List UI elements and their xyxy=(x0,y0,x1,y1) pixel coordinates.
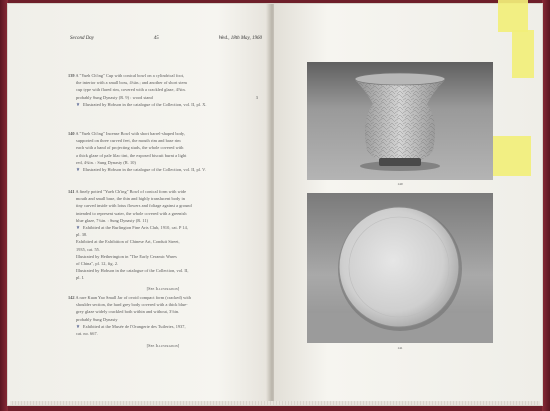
photo-plate-bowl xyxy=(307,193,493,343)
entry-note xyxy=(68,323,258,330)
entry-text: intended to represent water, the whole covered with a greenish xyxy=(76,210,187,216)
see-illustration-note: [See Illustration] xyxy=(146,285,180,291)
entry-note xyxy=(68,166,258,173)
sticky-note-flag[interactable] xyxy=(498,0,528,32)
page-edges xyxy=(10,401,540,405)
lot-number: 140 xyxy=(68,131,75,136)
running-head xyxy=(70,36,262,41)
see-illustration-note: [See Illustration] xyxy=(146,343,180,349)
entry-text: A "Yueh Ch'ing" Cup with conical bowl on a cylindrical foot, xyxy=(75,73,185,78)
note-text: Illustrated by Hetherington in "The Early Ceramic Wares xyxy=(76,253,177,259)
entry-text: red, 4¾in. : Sung Dynasty (R. 10) xyxy=(76,159,136,165)
note-text: cat. no. 667. xyxy=(76,331,98,337)
entry-line xyxy=(68,294,258,301)
note-text: Exhibited at the Exhibition of Chinese Art, Conduit Street, xyxy=(76,239,180,245)
entry-text: A "Yueh Ch'ing" Incense Bowl with short barrel-shaped body, xyxy=(75,131,185,136)
sticky-note-flag[interactable] xyxy=(493,136,531,176)
reference-symbol-icon: ♆ xyxy=(76,101,80,107)
entry-text: shoulder section, the hard grey body covered with a thick blue- xyxy=(76,302,188,308)
entry-line xyxy=(68,130,258,137)
photo-plate-jar xyxy=(307,62,493,180)
note-text: Illustrated by Hobson in the catalogue of the Collection, vol. II, xyxy=(76,268,189,274)
note-text: 1935, cat. 55. xyxy=(76,246,100,252)
entry-note xyxy=(68,224,258,231)
entry-line xyxy=(68,72,258,79)
running-head-right: Wed., 18th May, 1960 xyxy=(218,36,262,41)
entry-text: blue glaze, 7¼in. : Sung Dynasty (R. 11) xyxy=(76,217,149,223)
entry-text: a thick glaze of pale lilac tint, the exposed biscuit burnt a light xyxy=(76,152,187,158)
catalogue-entry-142 xyxy=(68,294,258,349)
entry-text: A rare Kuan Yao Small Jar of ovoid compact form (cracked) with xyxy=(75,295,192,300)
reference-symbol-icon: ♆ xyxy=(76,167,80,173)
entry-text: mouth and small base, the thin and highly translucent body in xyxy=(76,196,185,202)
reference-symbol-icon: ♆ xyxy=(76,225,80,231)
entry-text-with-mark xyxy=(68,94,258,101)
page-number: 45 xyxy=(153,36,159,41)
note-text: pl. 38. xyxy=(76,232,88,238)
lot-number: 139 xyxy=(68,73,75,78)
note-text: Exhibited at the Burlington Fine Arts Club, 1910, cat. P 14, xyxy=(82,225,188,231)
running-head-left: Second Day xyxy=(70,36,95,41)
lot-number: 142 xyxy=(68,295,75,300)
plate-caption-top: 140 xyxy=(397,182,403,186)
entry-text: A finely potted "Yueh Ch'ing" Bowl of conical form with wide xyxy=(75,189,187,194)
catalogue-entry-139 xyxy=(68,72,258,108)
bowl-photo xyxy=(307,193,493,343)
entry-text: probably Sung Dynasty (R. 9) : wood stand xyxy=(76,94,153,100)
reference-symbol-icon: ♆ xyxy=(76,323,80,329)
entry-text: supported on three curved feet, the mouth rim and base rim xyxy=(76,138,181,144)
entry-text: tiny carved inside with lotus flowers and foliage against a ground xyxy=(76,203,192,209)
entry-note xyxy=(68,101,258,108)
catalogue-entry-141 xyxy=(68,188,258,292)
plate-caption-bottom: 141 xyxy=(397,346,403,350)
entry-text: grey glaze widely crackled both within and without, 3⅛in. xyxy=(76,309,180,315)
crackled-jar-photo xyxy=(307,62,493,180)
book-cover-left-edge xyxy=(0,0,8,411)
lot-number: 141 xyxy=(68,189,75,194)
note-text: pl. I. xyxy=(76,275,85,281)
entry-text: cup type with flared rim, covered with a crackled glaze, 4⅞in. xyxy=(76,87,186,93)
entry-text: each with a band of projecting studs, the whole covered with xyxy=(76,145,184,151)
entry-line xyxy=(68,188,258,195)
left-page xyxy=(8,4,270,405)
note-text: Illustrated by Hobson in the catalogue of the Collection, vol. II, pl. V. xyxy=(82,167,206,173)
note-text: of China", pl. 12, fig. 2. xyxy=(76,261,119,267)
sticky-note-flag[interactable] xyxy=(512,30,534,78)
note-text: Illustrated by Hobson in the catalogue of the Collection, vol. II, pl. X. xyxy=(82,101,207,107)
note-text: Exhibited at the Musée de l'Orangerie des Tuileries, 1937, xyxy=(82,323,186,329)
entry-text: the interior with a small boss, 4¼in.; and another of short stem xyxy=(76,80,187,86)
lot-mark: 3 xyxy=(255,94,258,100)
book-cover-right-edge xyxy=(542,0,550,411)
catalogue-entry-140 xyxy=(68,130,258,173)
entry-text: probably Sung Dynasty xyxy=(76,316,118,322)
